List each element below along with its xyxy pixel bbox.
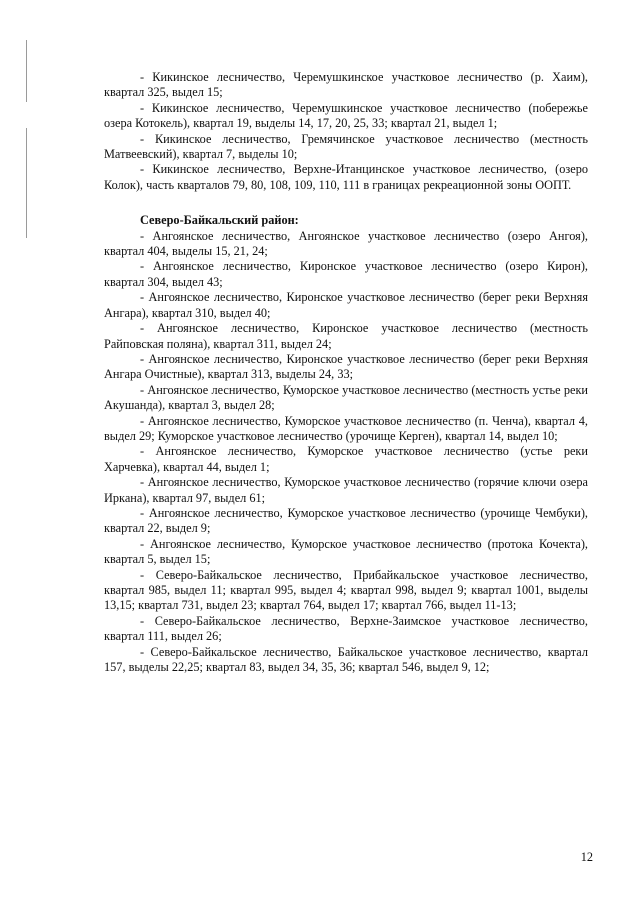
list-item: - Ангоянское лесничество, Куморское участковое лесничество (горячие ключи озера Иркана), квартал 97, выдел 61; [104,475,588,505]
list-item: - Северо-Байкальское лесничество, Байкальское участковое лесничество, квартал 157, выделы 22,25; квартал 83, выдел 34, 35, 36; квартал 546, выдел 9, 12; [104,644,588,675]
binding-margin-line [26,128,27,238]
list-item: - Кикинское лесничество, Черемушкинское участковое лесничество (побережье озера Котокель), квартал 19, выделы 14, 17, 20, 25, 33; квартал 21, выдел 1; [104,100,588,131]
list-item: - Ангоянское лесничество, Киронское участковое лесничество (берег реки Верхняя Ангара), квартал 310, выдел 40; [104,290,588,320]
document-body [104,70,588,675]
list-item: - Кикинское лесничество, Гремячинское участковое лесничество (местность Матвеевский), квартал 7, выделы 10; [104,131,588,162]
section-heading: Северо-Байкальский район: [140,213,299,228]
list-item: - Ангоянское лесничество, Куморское участковое лесничество (протока Кочекта), квартал 5, выдел 15; [104,536,588,567]
list-item: - Ангоянское лесничество, Киронское участковое лесничество (местность Райповская поляна), квартал 311, выдел 24; [104,321,588,351]
list-item: - Ангоянское лесничество, Куморское участковое лесничество (устье реки Харчевка), квартал 44, выдел 1; [104,444,588,474]
list-item: - Ангоянское лесничество, Киронское участковое лесничество (берег реки Верхняя Ангара Очистные), квартал 313, выделы 24, 33; [104,351,588,382]
list-item: - Кикинское лесничество, Верхне-Итанцинское участковое лесничество, (озеро Колок), часть кварталов 79, 80, 108, 109, 110, 111 в границах рекреационной зоны ООПТ. [104,162,588,192]
page-number: 12 [580,850,593,864]
binding-margin-line [26,40,27,102]
list-item: - Северо-Байкальское лесничество, Прибайкальское участковое лесничество, квартал 985, выдел 11; квартал 995, выдел 4; квартал 998, выдел 9; квартал 1001, выделы 13,15; квартал 731, выдел 23; квартал 764, выдел 17; квартал 766, выдел 11-13; [104,567,588,613]
list-item: - Ангоянское лесничество, Киронское участковое лесничество (озеро Кирон), квартал 304, выдел 43; [104,259,588,289]
list-item: - Ангоянское лесничество, Куморское участковое лесничество (урочище Чембуки), квартал 22, выдел 9; [104,505,588,536]
list-item: - Кикинское лесничество, Черемушкинское участковое лесничество (р. Хаим), квартал 325, выдел 15; [104,70,588,100]
list-item: - Северо-Байкальское лесничество, Верхне-Заимское участковое лесничество, квартал 111, выдел 26; [104,613,588,644]
list-item: - Ангоянское лесничество, Куморское участковое лесничество (п. Ченча), квартал 4, выдел 29; Куморское участковое лесничество (урочище Керген), квартал 14, выдел 10; [104,413,588,443]
list-item: - Ангоянское лесничество, Ангоянское участковое лесничество (озеро Ангоя), квартал 404, выделы 15, 21, 24; [104,228,588,259]
list-item: - Ангоянское лесничество, Куморское участковое лесничество (местность устье реки Акушанда), квартал 3, выдел 28; [104,382,588,413]
